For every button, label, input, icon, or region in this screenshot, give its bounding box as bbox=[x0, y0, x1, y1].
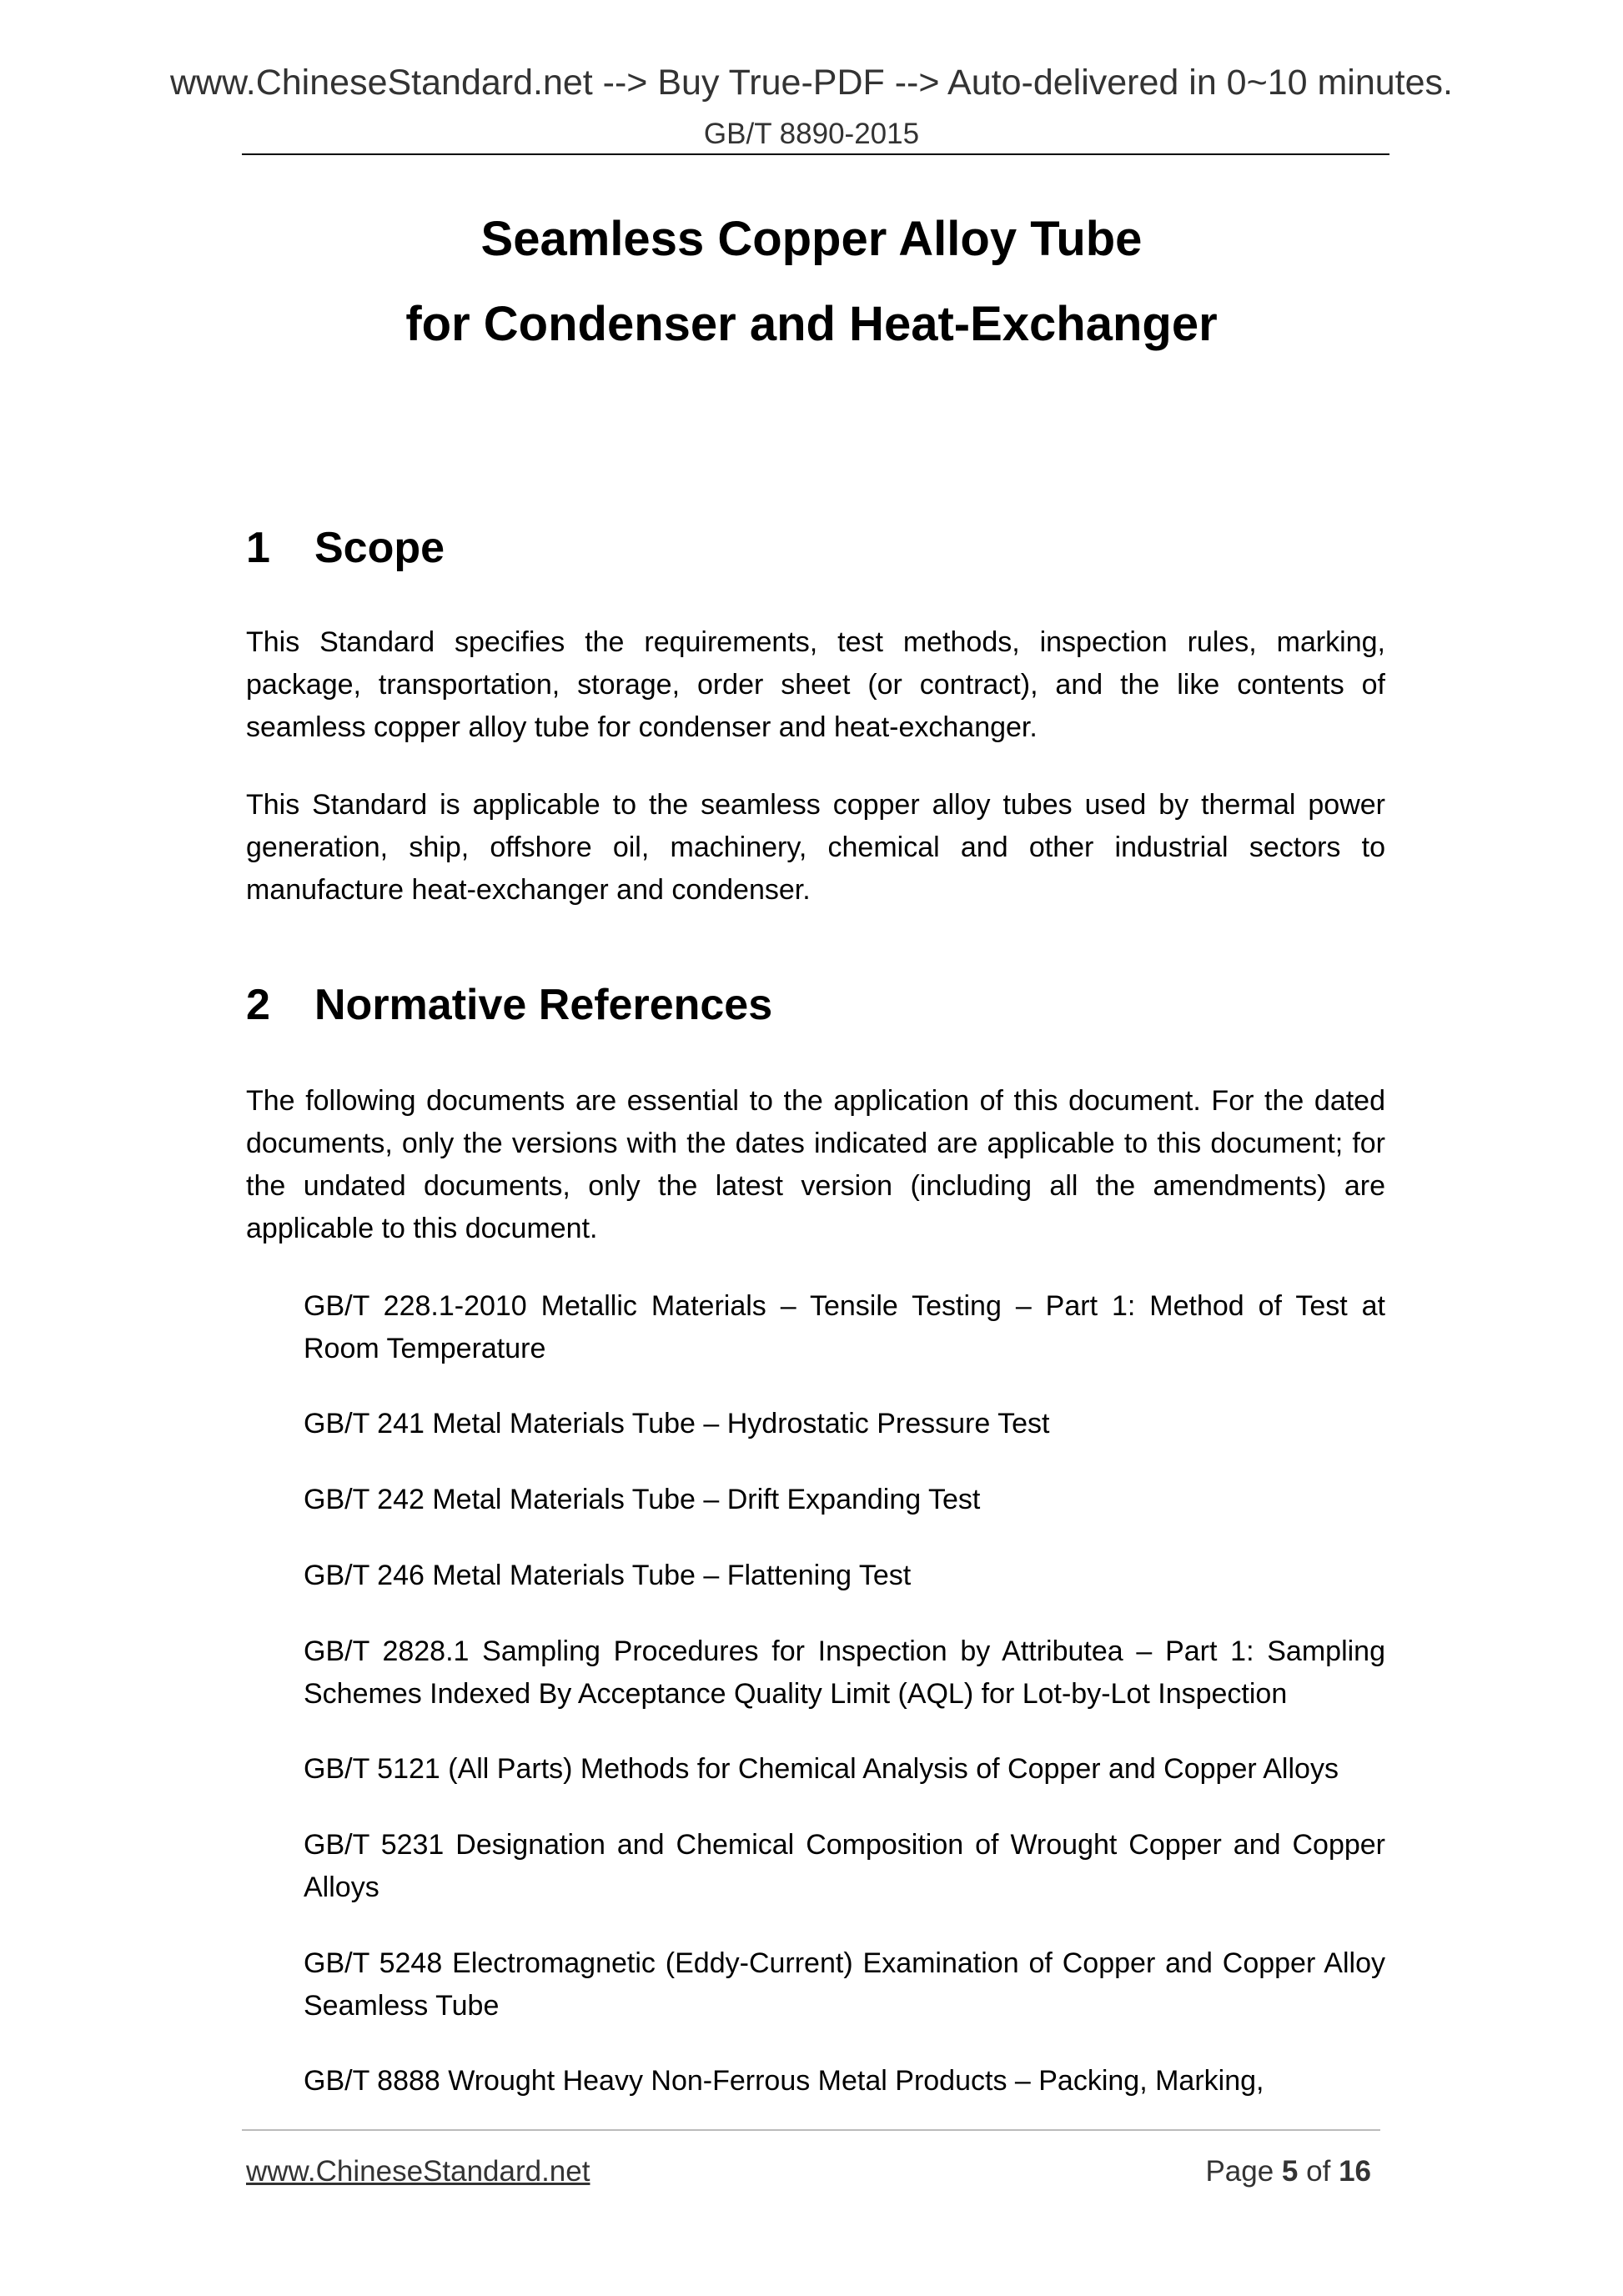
page-label: Page bbox=[1205, 2155, 1274, 2188]
scope-paragraph-1: This Standard specifies the requirements, test methods, inspection rules, marking, package, transportation, storage, order sheet (or contract), and the like contents of seamless copper alloy tube for condenser and heat-exchanger. bbox=[246, 626, 1385, 743]
header-divider bbox=[242, 153, 1389, 155]
reference-item: GB/T 228.1-2010 Metallic Materials – Tensile Testing – Part 1: Method of Test at Room Temperature bbox=[304, 1290, 1385, 1364]
page-total: 16 bbox=[1339, 2155, 1371, 2188]
footer-website-link[interactable]: www.ChineseStandard.net bbox=[246, 2155, 590, 2188]
section-title: Normative References bbox=[314, 981, 773, 1029]
scope-paragraph-2: This Standard is applicable to the seamless copper alloy tubes used by thermal power generation, ship, offshore oil, machinery, chemical and other industrial sectors to manufacture heat-exchanger and condenser. bbox=[246, 789, 1385, 906]
page-of-label: of bbox=[1306, 2155, 1331, 2188]
reference-item: GB/T 2828.1 Sampling Procedures for Inspection by Attributea – Part 1: Sampling Schemes Indexed By Acceptance Quality Limit (AQL) for Lot-by-Lot Inspection bbox=[304, 1635, 1385, 1710]
document-title-line-2: for Condenser and Heat-Exchanger bbox=[405, 297, 1218, 351]
reference-item: GB/T 5231 Designation and Chemical Composition of Wrought Copper and Copper Alloys bbox=[304, 1829, 1385, 1903]
header-banner: www.ChineseStandard.net --> Buy True-PDF --> Auto-delivered in 0~10 minutes. bbox=[169, 63, 1453, 103]
section-number: 1 bbox=[246, 524, 270, 572]
section-number: 2 bbox=[246, 981, 270, 1029]
section-heading-scope bbox=[246, 522, 445, 574]
document-title-line-1: Seamless Copper Alloy Tube bbox=[480, 212, 1143, 266]
standard-code-header: GB/T 8890-2015 bbox=[703, 118, 920, 150]
reference-item: GB/T 241 Metal Materials Tube – Hydrostatic Pressure Test bbox=[304, 1408, 1050, 1439]
reference-item: GB/T 242 Metal Materials Tube – Drift Expanding Test bbox=[304, 1484, 981, 1515]
reference-item: GB/T 5248 Electromagnetic (Eddy-Current) Examination of Copper and Copper Alloy Seamless Tube bbox=[304, 1947, 1385, 2022]
page-current: 5 bbox=[1281, 2155, 1299, 2188]
footer-divider bbox=[242, 2129, 1380, 2131]
normative-references-intro: The following documents are essential to the application of this document. For the dated documents, only the versions with the dates indicated are applicable to this document; for the undated documents, only the latest version (including all the amendments) are applicable to this document. bbox=[246, 1085, 1385, 1244]
reference-item: GB/T 246 Metal Materials Tube – Flattening Test bbox=[304, 1560, 912, 1591]
section-heading-normative-references bbox=[246, 979, 772, 1031]
section-title: Scope bbox=[314, 524, 445, 572]
reference-item: GB/T 5121 (All Parts) Methods for Chemical Analysis of Copper and Copper Alloys bbox=[304, 1753, 1339, 1785]
page-number bbox=[1205, 2154, 1371, 2189]
reference-item: GB/T 8888 Wrought Heavy Non-Ferrous Metal Products – Packing, Marking, bbox=[304, 2065, 1264, 2097]
